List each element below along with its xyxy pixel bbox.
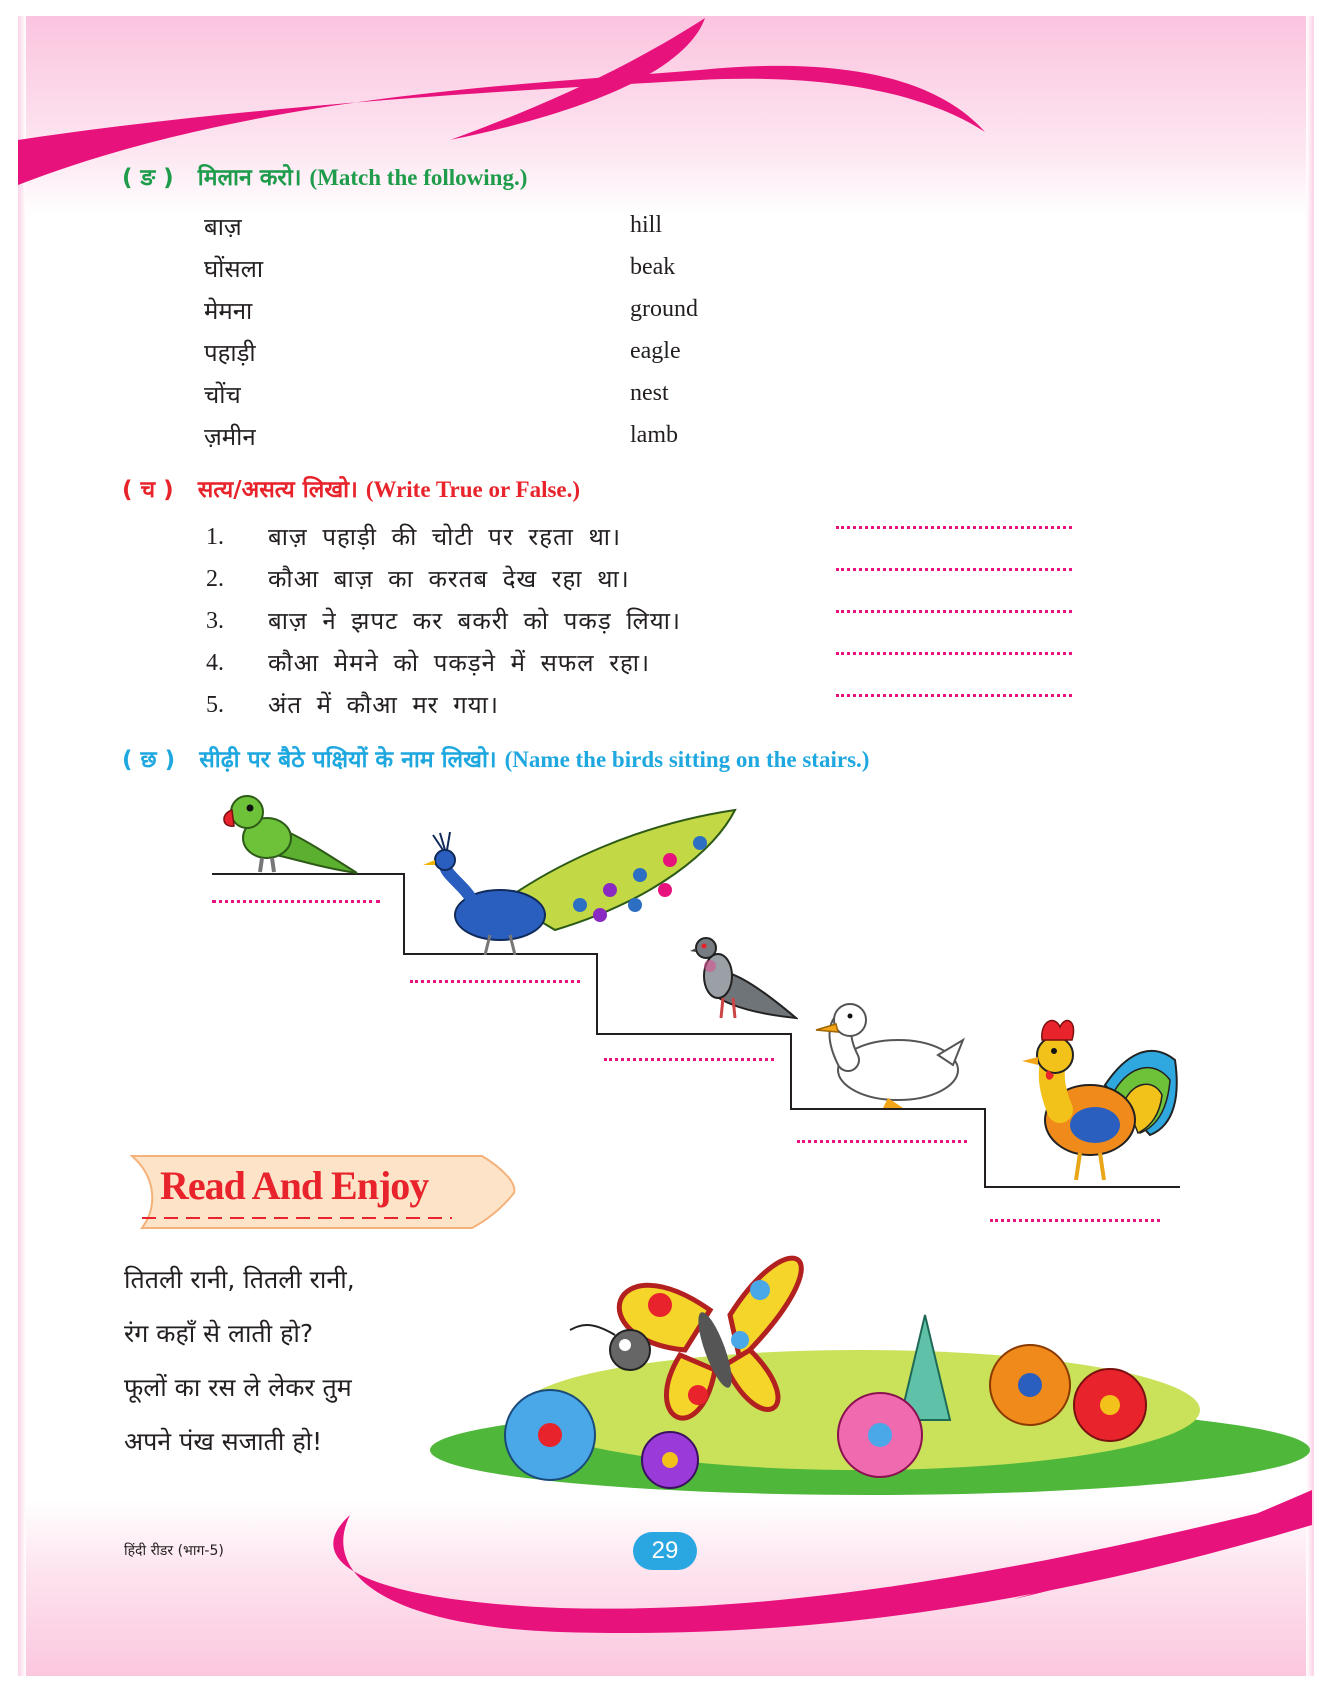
section-chh-title-en: (Name the birds sitting on the stairs.) (504, 747, 870, 772)
tf-statement-5: अंत में कौआ मर गया। (268, 691, 499, 719)
duck-icon (808, 1000, 968, 1112)
section-chh-title-hi: सीढ़ी पर बैठे पक्षियों के नाम लिखो। (199, 747, 497, 773)
tf-answer-blank-5[interactable] (836, 694, 1072, 697)
section-e-heading (122, 160, 527, 192)
match-left-3: मेमना (204, 297, 253, 325)
match-left-5: चोंच (204, 381, 241, 409)
match-left-2: घोंसला (204, 255, 264, 283)
tf-number-4: 4. (206, 650, 224, 676)
section-chh-heading (122, 742, 869, 774)
tf-statement-1: बाज़ पहाड़ी की चोटी पर रहता था। (268, 523, 622, 551)
section-ch-marker: ( च ) (122, 477, 174, 503)
pigeon-icon (688, 936, 798, 1026)
match-right-2: beak (630, 254, 676, 280)
page-number-badge: 29 (633, 1532, 697, 1570)
section-ch-heading (122, 472, 580, 504)
poem-line-3: फूलों का रस ले लेकर तुम (124, 1373, 352, 1402)
book-title-footer: हिंदी रीडर (भाग-5) (124, 1543, 224, 1559)
match-right-4: eagle (630, 338, 681, 364)
match-right-3: ground (630, 296, 698, 322)
tf-statement-2: कौआ बाज़ का करतब देख रहा था। (268, 565, 630, 593)
tf-answer-blank-1[interactable] (836, 526, 1072, 529)
section-ch-title-en: (Write True or False.) (365, 477, 581, 502)
section-e-title-hi: मिलान करो। (197, 165, 302, 191)
match-right-6: lamb (630, 422, 678, 448)
match-left-6: ज़मीन (204, 423, 256, 451)
match-right-5: nest (630, 380, 669, 406)
poem-line-2: रंग कहाँ से लाती हो? (124, 1319, 314, 1348)
bird-name-blank-4[interactable] (797, 1140, 967, 1143)
tf-statement-4: कौआ मेमने को पकड़ने में सफल रहा। (268, 649, 651, 677)
tf-answer-blank-4[interactable] (836, 652, 1072, 655)
butterfly-garden-illustration (430, 1220, 1310, 1500)
section-e-title-en: (Match the following.) (309, 165, 528, 190)
poem-line-1: तितली रानी, तितली रानी, (124, 1265, 355, 1294)
bird-name-blank-2[interactable] (410, 980, 580, 983)
rooster-icon (1010, 1015, 1190, 1190)
bird-name-blank-3[interactable] (604, 1058, 774, 1061)
poem-line-4: अपने पंख सजाती हो! (124, 1427, 323, 1456)
tf-number-1: 1. (206, 524, 224, 550)
match-left-4: पहाड़ी (204, 339, 256, 367)
peacock-icon (415, 805, 745, 955)
tf-number-2: 2. (206, 566, 224, 592)
section-ch-title-hi: सत्य/असत्य लिखो। (197, 477, 358, 503)
tf-number-3: 3. (206, 608, 224, 634)
bird-name-blank-1[interactable] (212, 900, 380, 903)
parrot-icon (212, 788, 362, 878)
match-left-1: बाज़ (204, 213, 242, 241)
tf-statement-3: बाज़ ने झपट कर बकरी को पकड़ लिया। (268, 607, 682, 635)
match-right-1: hill (630, 212, 663, 238)
tf-answer-blank-2[interactable] (836, 568, 1072, 571)
tf-answer-blank-3[interactable] (836, 610, 1072, 613)
section-e-marker: ( ङ ) (122, 165, 174, 191)
tf-number-5: 5. (206, 692, 224, 718)
read-enjoy-banner: Read And Enjoy (160, 1163, 429, 1208)
section-chh-marker: ( छ ) (122, 747, 176, 773)
